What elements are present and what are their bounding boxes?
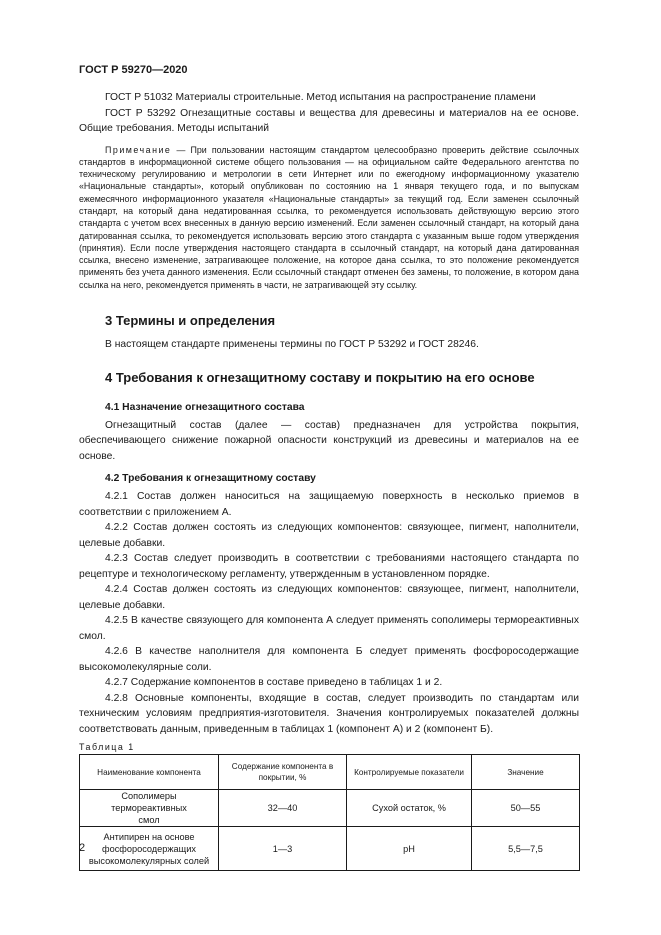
table-caption: Таблица 1 (79, 742, 135, 753)
table-cell: Сухой остаток, % (347, 790, 472, 827)
table-row (80, 790, 580, 827)
reference-item: ГОСТ Р 51032 Материалы строительные. Метод испытания на распространение пламени (105, 92, 536, 103)
section-paragraph: В настоящем стандарте применены термины по ГОСТ Р 53292 и ГОСТ 28246. (105, 339, 479, 351)
components-table (79, 754, 580, 871)
section-paragraph: Огнезащитный состав (далее — состав) предназначен для устройства покрытия, обеспечивающего снижение пожарной опасности конструкций из древесины и материалов на ее основе. (79, 419, 579, 462)
page-body (79, 90, 579, 871)
list-item: 4.2.8 Основные компоненты, входящие в состав, следует производить по стандартам или техническим условиям предприятия-изготовителя. Значения контролируемых показателей должны соответствовать данным, приведенным в таблицах 1 (компонент А) и 2 (компонент Б). (79, 692, 579, 735)
table-header-cell: Значение (472, 755, 580, 790)
list-item: 4.2.1 Состав должен наноситься на защищаемую поверхность в несколько приемов в соответствии с приложением А. (79, 491, 579, 518)
table-header-cell: Контролируемые показатели (347, 755, 472, 790)
note-paragraph (79, 144, 579, 292)
subsection-heading: 4.1 Назначение огнезащитного состава (105, 401, 305, 413)
section-heading: 4 Требования к огнезащитному составу и покрытию на его основе (105, 369, 535, 385)
note-label: Примечание (105, 144, 172, 155)
table-header-cell: Содержание компонента в покрытии, % (219, 755, 347, 790)
list-item: 4.2.6 В качестве наполнителя для компонента Б следует применять фосфоросодержащие высокомолекулярные соли. (79, 646, 579, 673)
document-header: ГОСТ Р 59270—2020 (79, 64, 188, 76)
table-cell: 50—55 (472, 790, 580, 827)
table-cell: Антипирен на основе фосфоросодержащих высокомолекулярных солей (80, 827, 219, 871)
requirements-list (79, 489, 579, 737)
table-cell: 32—40 (219, 790, 347, 827)
list-item: 4.2.2 Состав должен состоять из следующих компонентов: связующее, пигмент, наполнители, целевые добавки. (79, 522, 579, 549)
list-item: 4.2.7 Содержание компонентов в составе приведено в таблицах 1 и 2. (105, 677, 443, 689)
section-heading: 3 Термины и определения (105, 313, 276, 329)
table-header-row (80, 755, 580, 790)
table-cell: Сополимеры термореактивных смол (80, 790, 219, 827)
note-text: — При пользовании настоящим стандартом целесообразно проверить действие ссылочных стандартов в информационной системе общего пользования — на официальном сайте Федерального агентства по техническому регулированию и метрологии в сети Интернет или по ежегодному информационному указателю «Национальные стандарты», который опубликован по состоянию на 1 января текущего года, и по выпускам ежемесячного информационного указателя «Национальные стандарты» за текущий год. Если заменен ссылочный стандарт, на который дана недатированная ссылка, то рекомендуется использовать действующую версию этого стандарта с учетом всех внесенных в данную версию изменений. Если заменен ссылочный стандарт, на который дана датированная ссылка, то рекомендуется использовать версию этого стандарта с указанным выше годом утверждения (принятия). Если после утверждения настоящего стандарта в ссылочный стандарт, на который дана датированная ссылка, внесено изменение, затрагивающее положение, на которое дана ссылка, то это положение рекомендуется применять без учета данного изменения. Если ссылочный стандарт отменен без замены, то положение, в котором дана ссылка на него, рекомендуется применять в части, не затрагивающей эту ссылку. (79, 144, 579, 290)
table-cell: pH (347, 827, 472, 871)
table-cell: 5,5—7,5 (472, 827, 580, 871)
page-number: 2 (79, 842, 86, 854)
subsection-heading: 4.2 Требования к огнезащитному составу (105, 473, 316, 485)
table-header-cell: Наименование компонента (80, 755, 219, 790)
list-item: 4.2.3 Состав следует производить в соответствии с требованиями настоящего стандарта по рецептуре и технологическому регламенту, утвержденным в установленном порядке. (79, 553, 579, 580)
list-item: 4.2.5 В качестве связующего для компонента А следует применять сополимеры термореактивных смол. (79, 615, 579, 642)
table-cell: 1—3 (219, 827, 347, 871)
table-row (80, 827, 580, 871)
list-item: 4.2.4 Состав должен состоять из следующих компонентов: связующее, пигмент, наполнители, целевые добавки. (79, 584, 579, 611)
reference-item: ГОСТ Р 53292 Огнезащитные составы и вещества для древесины и материалов на ее основе. Общие требования. Методы испытаний (79, 107, 579, 134)
